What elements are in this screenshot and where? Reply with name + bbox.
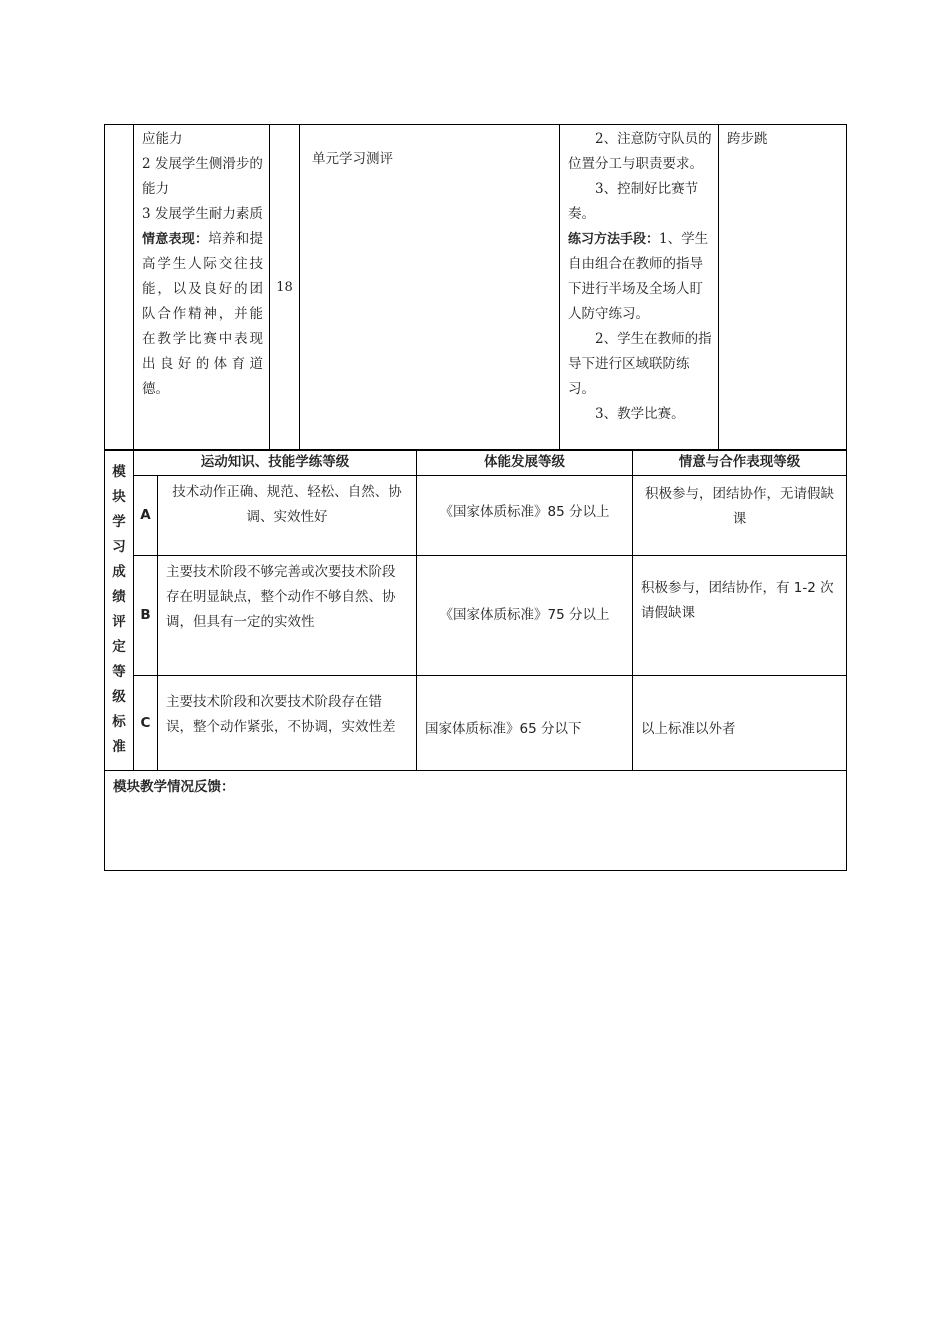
header-skill: 运动知识、技能学练等级 bbox=[134, 450, 417, 476]
table-row bbox=[105, 676, 847, 771]
extra-practice: 跨步跳 bbox=[719, 125, 847, 451]
grading-standard-table bbox=[104, 449, 847, 871]
header-attitude: 情意与合作表现等级 bbox=[633, 450, 847, 476]
goal-line-1: 应能力 bbox=[142, 131, 183, 147]
practice-2: 2、学生在教师的指导下进行区域联防练习。 bbox=[568, 331, 712, 397]
side-char: 评 bbox=[112, 614, 126, 630]
blank-cell bbox=[105, 125, 134, 451]
grade-label: B bbox=[134, 556, 158, 676]
side-char: 定 bbox=[112, 639, 126, 655]
lesson-plan-table bbox=[104, 124, 847, 451]
attitude-standard: 以上标准以外者 bbox=[633, 676, 847, 771]
grade-label: A bbox=[134, 476, 158, 556]
skill-standard: 主要技术阶段不够完善或次要技术阶段存在明显缺点，整个动作不够自然、协调，但具有一定的实效性 bbox=[158, 556, 417, 676]
side-char: 等 bbox=[112, 664, 126, 680]
side-char: 准 bbox=[112, 739, 126, 755]
side-char: 标 bbox=[112, 714, 126, 730]
methods-cell bbox=[560, 125, 719, 451]
practice-label: 练习方法手段： bbox=[568, 232, 660, 247]
grade-label: C bbox=[134, 676, 158, 771]
table-row bbox=[105, 476, 847, 556]
emotion-text: 培养和提高学生人际交往技能，以及良好的团队合作精神，并能在教学比赛中表现出良好的体育道德。 bbox=[142, 231, 263, 397]
attitude-standard: 积极参与，团结协作，有 1-2 次请假缺课 bbox=[633, 556, 847, 676]
attitude-standard: 积极参与，团结协作，无请假缺课 bbox=[633, 476, 847, 556]
goal-line-2: 2 发展学生侧滑步的能力 bbox=[142, 156, 263, 197]
side-char: 习 bbox=[112, 539, 126, 555]
practice-1-text: 1、学生自由组合在教师的指导下进行半场及全场人盯人防守练习。 bbox=[568, 231, 709, 322]
lesson-number: 18 bbox=[270, 125, 300, 451]
skill-standard: 技术动作正确、规范、轻松、自然、协调、实效性好 bbox=[158, 476, 417, 556]
skill-standard: 主要技术阶段和次要技术阶段存在错误，整个动作紧张，不协调，实效性差 bbox=[158, 676, 417, 771]
fitness-standard: 《国家体质标准》85 分以上 bbox=[417, 476, 633, 556]
side-char: 块 bbox=[112, 489, 126, 505]
header-fitness: 体能发展等级 bbox=[417, 450, 633, 476]
side-char: 学 bbox=[112, 514, 126, 530]
side-char: 模 bbox=[112, 464, 126, 480]
feedback-section: 模块教学情况反馈： bbox=[105, 771, 847, 871]
emotion-goal bbox=[142, 227, 263, 402]
table-row bbox=[105, 556, 847, 676]
method-point-3: 3、控制好比赛节奏。 bbox=[568, 181, 699, 222]
goal-line-3: 3 发展学生耐力素质 bbox=[142, 206, 263, 222]
side-char: 成 bbox=[112, 564, 126, 580]
practice-1 bbox=[568, 227, 712, 327]
grading-side-label bbox=[105, 450, 134, 771]
unit-content: 单元学习测评 bbox=[300, 125, 560, 451]
method-point-2: 2、注意防守队员的位置分工与职责要求。 bbox=[568, 131, 712, 172]
fitness-standard: 《国家体质标准》75 分以上 bbox=[417, 556, 633, 676]
side-char: 绩 bbox=[112, 589, 126, 605]
teaching-goals-cell bbox=[134, 125, 270, 451]
emotion-label: 情意表现： bbox=[142, 232, 209, 247]
practice-3: 3、教学比赛。 bbox=[595, 406, 685, 422]
fitness-standard: 国家体质标准》65 分以下 bbox=[417, 676, 633, 771]
side-char: 级 bbox=[112, 689, 126, 705]
